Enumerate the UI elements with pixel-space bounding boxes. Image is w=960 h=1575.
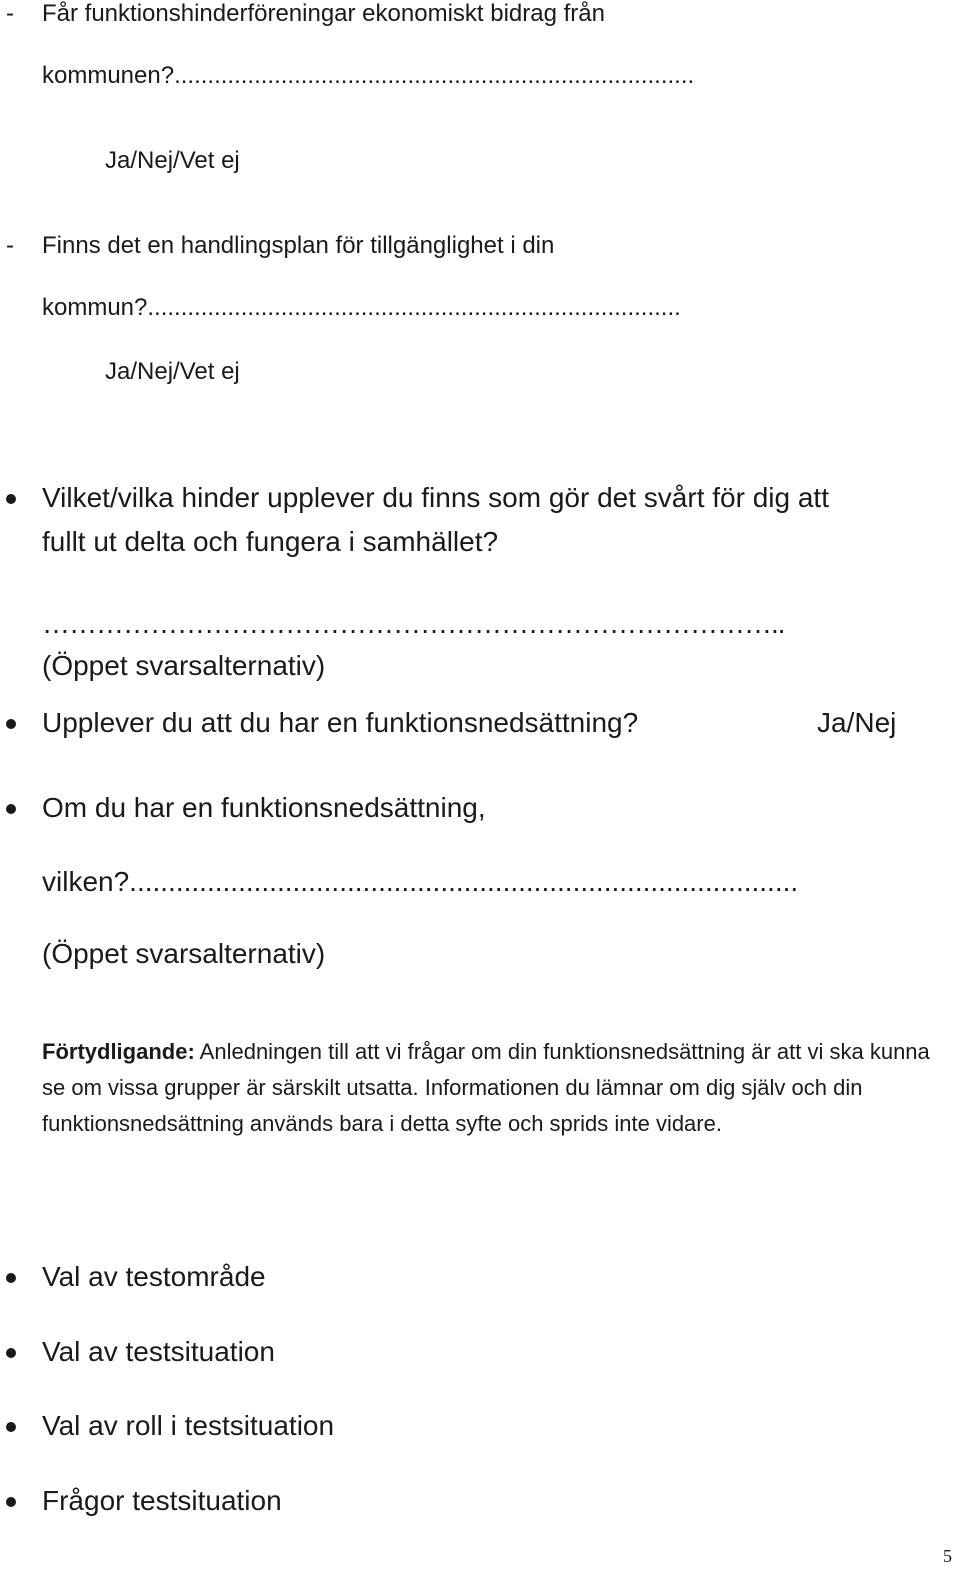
clarification-text: Anledningen till att vi frågar om din funktionsnedsättning är att vi ska kunna se om vissa grupper är särskilt utsatta. Informationen du lämnar om dig själv och din funktionsnedsättning används bara i detta syfte och sprids inte vidare. bbox=[42, 1039, 930, 1136]
open-answer-note: (Öppet svarsalternativ) bbox=[42, 650, 326, 681]
bullet-icon bbox=[6, 1422, 16, 1432]
question-obstacles-line2: fullt ut delta och fungera i samhället? bbox=[42, 526, 499, 557]
bullet-icon bbox=[6, 494, 16, 504]
question-funding-line2: kommunen?.............................................................................. bbox=[42, 62, 695, 89]
question-obstacles-line1: Vilket/vilka hinder upplever du finns som gör det svårt för dig att bbox=[42, 482, 829, 513]
section-test-situation: Val av testsituation bbox=[42, 1336, 275, 1367]
section-test-area: Val av testområde bbox=[42, 1261, 266, 1292]
clarification-paragraph bbox=[42, 1034, 954, 1142]
question-which-line2: vilken?...................................................................................... bbox=[42, 866, 799, 897]
bullet-icon bbox=[6, 719, 16, 729]
bullet-icon bbox=[6, 1273, 16, 1283]
answer-dotted-line: ……………………………………………………………………….. bbox=[42, 608, 785, 639]
section-questions: Frågor testsituation bbox=[42, 1485, 282, 1516]
dash-marker: - bbox=[6, 0, 14, 27]
question-plan-line1: Finns det en handlingsplan för tillgänglighet i din bbox=[42, 232, 555, 259]
answer-options-plan: Ja/Nej/Vet ej bbox=[105, 358, 240, 385]
question-funding-line1: Får funktionshinderföreningar ekonomiskt bidrag från bbox=[42, 0, 605, 27]
question-plan-line2: kommun?................................................................................ bbox=[42, 294, 681, 321]
bullet-icon bbox=[6, 1348, 16, 1358]
answer-options-funding: Ja/Nej/Vet ej bbox=[105, 147, 240, 174]
question-which-line1: Om du har en funktionsnedsättning, bbox=[42, 792, 486, 823]
section-role: Val av roll i testsituation bbox=[42, 1410, 335, 1441]
answer-options-disability: Ja/Nej bbox=[817, 707, 897, 738]
dash-marker: - bbox=[6, 232, 14, 259]
bullet-icon bbox=[6, 804, 16, 814]
clarification-label: Förtydligande: bbox=[42, 1039, 195, 1064]
open-answer-note: (Öppet svarsalternativ) bbox=[42, 938, 326, 969]
bullet-icon bbox=[6, 1497, 16, 1507]
question-disability: Upplever du att du har en funktionsnedsättning? bbox=[42, 707, 639, 738]
page-number: 5 bbox=[943, 1546, 952, 1566]
